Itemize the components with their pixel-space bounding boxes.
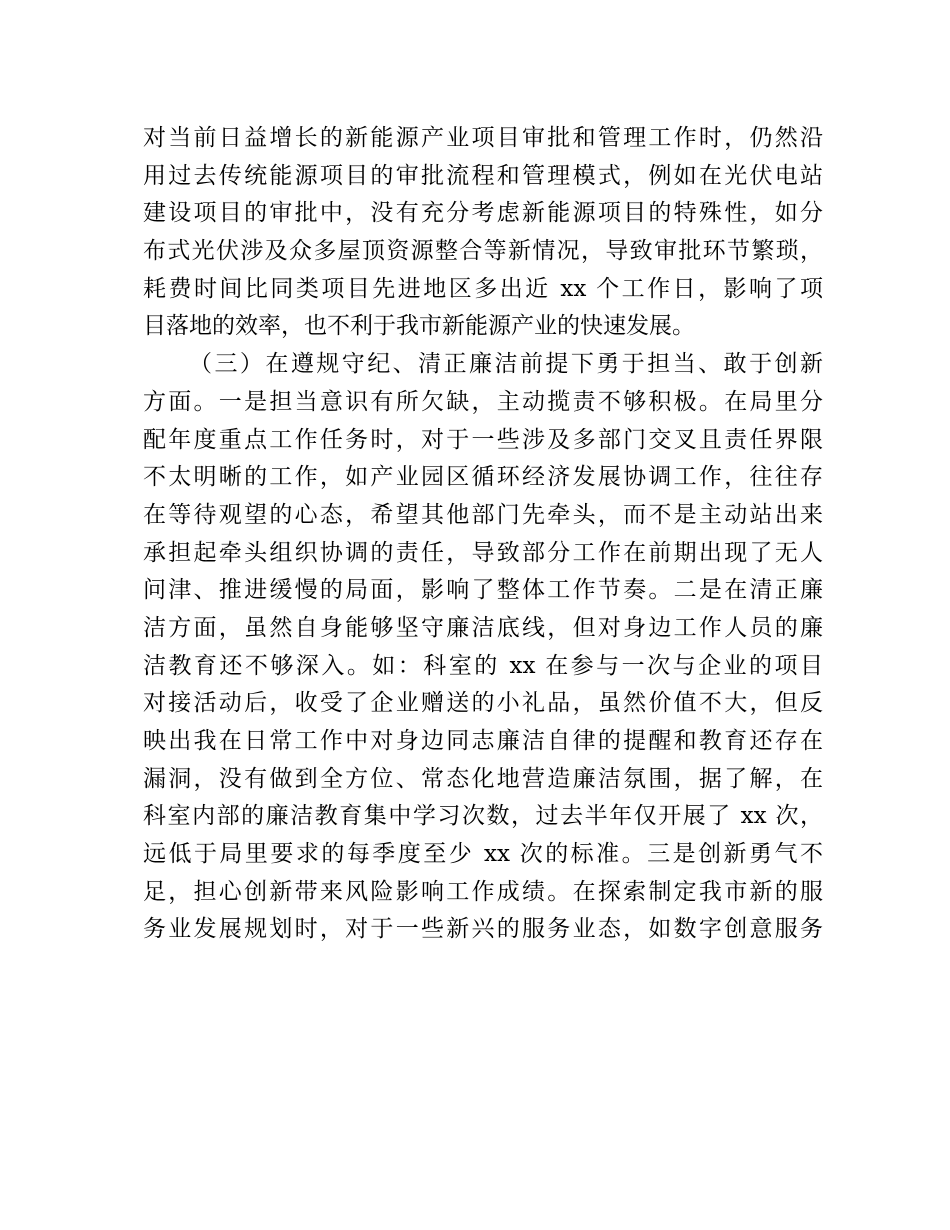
text-line: 耗费时间比同类项目先进地区多出近 xx 个工作日，影响了项	[143, 275, 823, 302]
text-line: 洁教育还不够深入。如：科室的 xx 在参与一次与企业的项目	[143, 652, 823, 679]
text-line: 承担起牵头组织协调的责任，导致部分工作在前期出现了无人	[143, 539, 823, 566]
text-line: 洁方面，虽然自身能够坚守廉洁底线，但对身边工作人员的廉	[143, 614, 823, 641]
text-line: 不太明晰的工作，如产业园区循环经济发展协调工作，往往存	[143, 464, 823, 491]
text-line: 足，担心创新带来风险影响工作成绩。在探索制定我市新的服	[143, 878, 823, 905]
section-heading-line: （三）在遵规守纪、清正廉洁前提下勇于担当、敢于创新	[189, 351, 823, 378]
text-line: 科室内部的廉洁教育集中学习次数，过去半年仅开展了 xx 次，	[143, 803, 823, 830]
text-line: 方面。一是担当意识有所欠缺，主动揽责不够积极。在局里分	[143, 388, 823, 415]
body-text	[143, 120, 823, 949]
text-line: 目落地的效率，也不利于我市新能源产业的快速发展。	[143, 313, 695, 340]
text-line: 用过去传统能源项目的审批流程和管理模式，例如在光伏电站	[143, 162, 823, 189]
text-line: 远低于局里要求的每季度至少 xx 次的标准。三是创新勇气不	[143, 841, 823, 868]
text-line: 布式光伏涉及众多屋顶资源整合等新情况，导致审批环节繁琐，	[143, 238, 823, 265]
text-line: 映出我在日常工作中对身边同志廉洁自律的提醒和教育还存在	[143, 728, 823, 754]
text-line: 问津、推进缓慢的局面，影响了整体工作节奏。二是在清正廉	[143, 577, 823, 604]
text-line: 漏洞，没有做到全方位、常态化地营造廉洁氛围，据了解，在	[143, 765, 823, 792]
text-line: 对当前日益增长的新能源产业项目审批和管理工作时，仍然沿	[143, 125, 823, 151]
text-line: 在等待观望的心态，希望其他部门先牵头，而不是主动站出来	[143, 501, 823, 528]
text-line: 建设项目的审批中，没有充分考虑新能源项目的特殊性，如分	[143, 200, 823, 227]
text-line: 配年度重点工作任务时，对于一些涉及多部门交叉且责任界限	[143, 426, 823, 453]
text-line: 对接活动后，收受了企业赠送的小礼品，虽然价值不大，但反	[143, 690, 823, 717]
text-line: 务业发展规划时，对于一些新兴的服务业态，如数字创意服务	[143, 916, 823, 943]
